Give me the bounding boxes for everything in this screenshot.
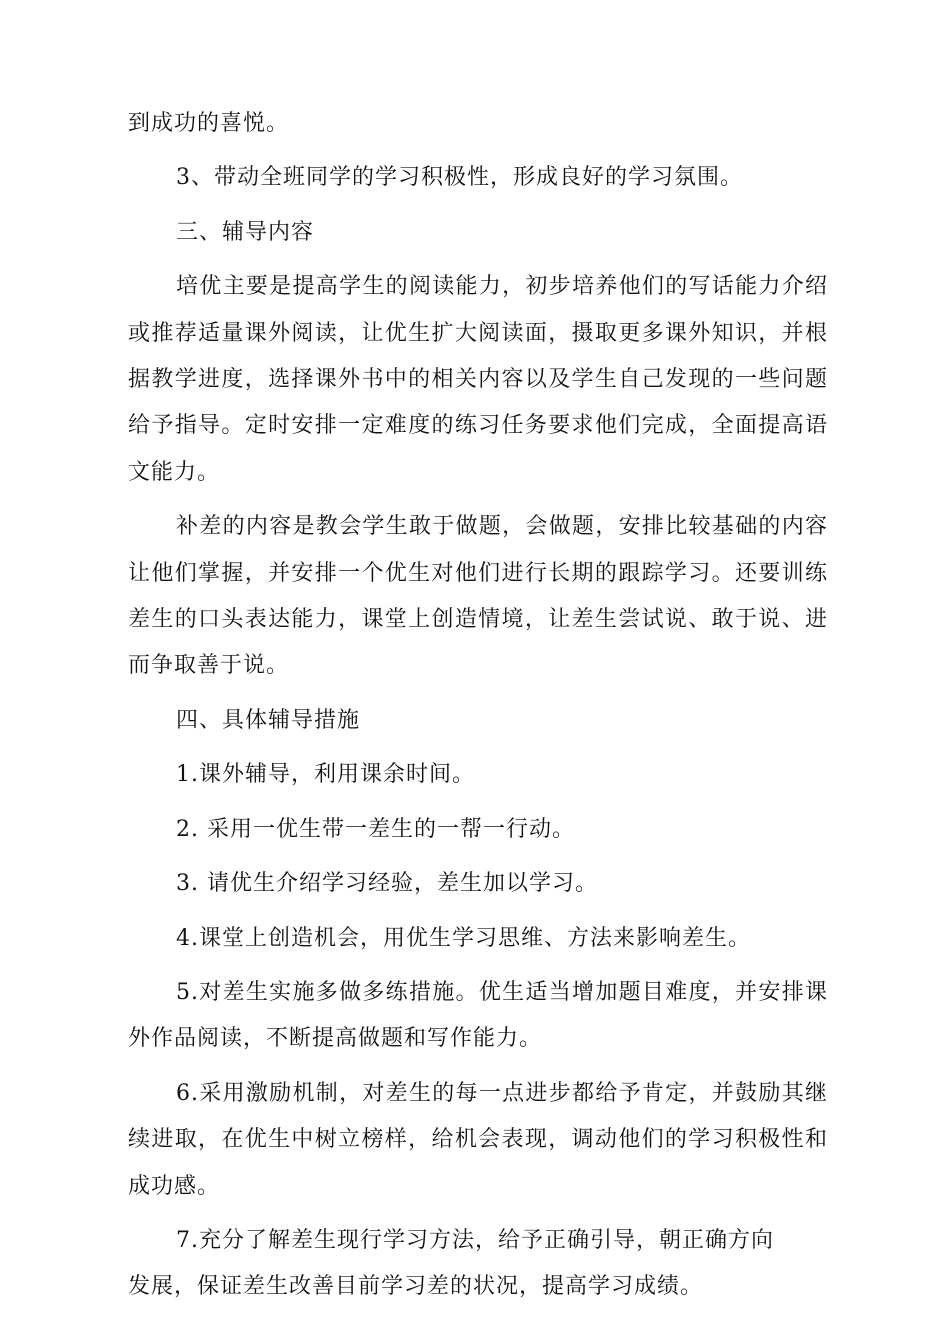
measure-item-3: 3. 请优生介绍学习经验，差生加以学习。: [176, 871, 598, 897]
measure-item-7-continuation: 发展，保证差生改善目前学习差的状况，提高学习成绩。: [128, 1274, 704, 1300]
measure-item-2: 2. 采用一优生带一差生的一帮一行动。: [176, 816, 575, 842]
measure-item-6: 6.采用激励机制，对差生的每一点进步都给予肯定，并鼓励其继续进取，在优生中树立榜样，给机会表现，调动他们的学习积极性和成功感。: [128, 1080, 828, 1199]
paragraph-remedial-content: 补差的内容是教会学生敢于做题，会做题，安排比较基础的内容让他们掌握，并安排一个优生对他们进行长期的跟踪学习。还要训练差生的口头表达能力，课堂上创造情境，让差生尝试说、敢于说、进而争取善于说。: [128, 514, 828, 679]
measure-item-4: 4.课堂上创造机会，用优生学习思维、方法来影响差生。: [176, 925, 751, 951]
paragraph-enrichment-content: 培优主要是提高学生的阅读能力，初步培养他们的写话能力介绍或推荐适量课外阅读，让优生扩大阅读面，摄取更多课外知识，并根据教学进度，选择课外书中的相关内容以及学生自己发现的一些问题给予指导。定时安排一定难度的练习任务要求他们完成，全面提高语文能力。: [128, 274, 828, 485]
measure-item-1: 1.课外辅导，利用课余时间。: [176, 762, 475, 788]
measure-item-5: 5.对差生实施多做多练措施。优生适当增加题目难度，并安排课外作品阅读，不断提高做题和写作能力。: [128, 979, 828, 1052]
section-heading-tutoring-content: 三、辅导内容: [176, 219, 315, 245]
paragraph-goal-3: 3、带动全班同学的学习积极性，形成良好的学习氛围。: [176, 165, 743, 191]
section-heading-measures: 四、具体辅导措施: [176, 707, 361, 733]
document-body: [128, 101, 828, 1319]
measure-item-7: 7.充分了解差生现行学习方法，给予正确引导，朝正确方向: [176, 1227, 774, 1253]
paragraph-continuation: 到成功的喜悦。: [128, 111, 290, 136]
